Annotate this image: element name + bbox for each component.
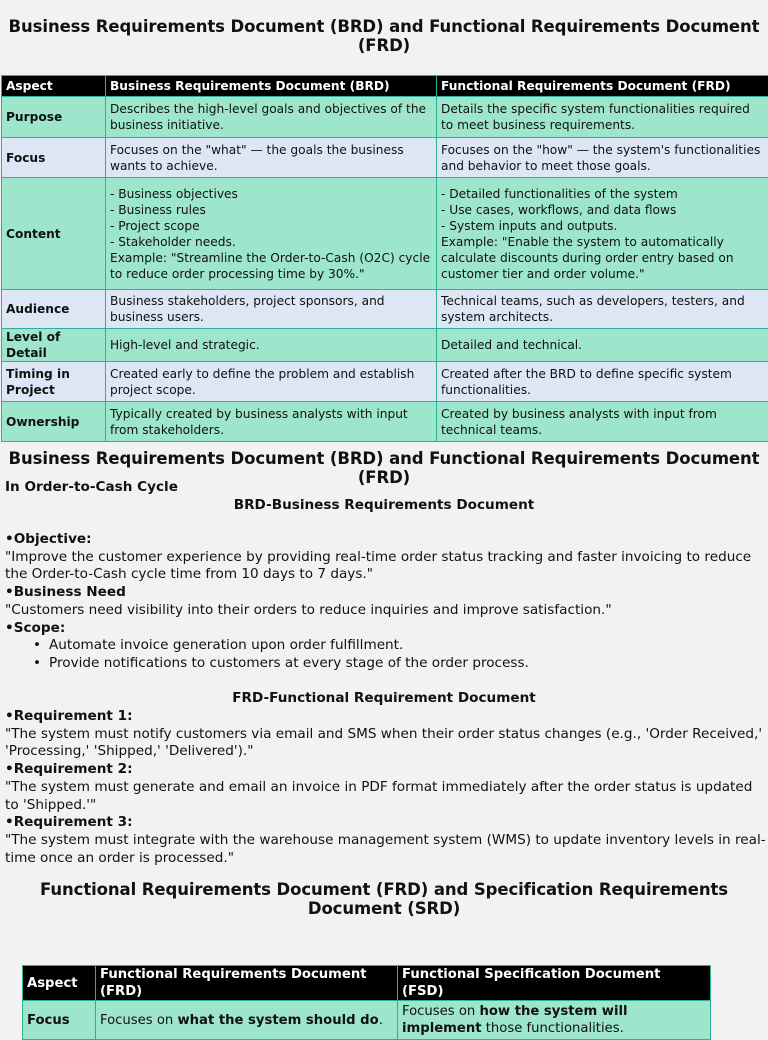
aspect-cell: Focus — [2, 138, 106, 178]
table-header-row — [2, 76, 768, 97]
aspect-cell: Timing in Project — [2, 362, 106, 402]
brd-cell: Focuses on the "what" — the goals the business wants to achieve. — [106, 138, 437, 178]
fsd-emphasis: how the system will implement — [402, 1004, 628, 1036]
brd-cell: High-level and strategic. — [106, 329, 437, 362]
frd-cell: Focuses on the "how" — the system's functionalities and behavior to meet those goals. — [437, 138, 768, 178]
aspect-cell: Ownership — [2, 402, 106, 442]
brd-cell: Created early to define the problem and establish project scope. — [106, 362, 437, 402]
frd-cell: - Detailed functionalities of the system - Use cases, workflows, and data flows - System inputs and outputs. Example: "Enable the system to automatically calculate discounts during order entry based on customer tier and order volume." — [437, 178, 768, 290]
brd-frd-comparison-table — [1, 75, 768, 442]
scope-list — [5, 637, 767, 672]
title-brd-frd: Business Requirements Document (BRD) and Functional Requirements Document (FRD) — [0, 17, 768, 55]
scope-item: • Automate invoice generation upon order fulfillment. — [5, 637, 767, 655]
frd-cell — [96, 1001, 398, 1040]
title-brd-frd-o2c: Business Requirements Document (BRD) and Functional Requirements Document (FRD) — [0, 449, 768, 487]
requirement-2-label: •Requirement 2: — [5, 761, 767, 779]
fsd-suffix: those functionalities. — [482, 1021, 624, 1036]
aspect-cell: Purpose — [2, 97, 106, 138]
table-header-row — [23, 966, 711, 1001]
aspect-cell: Audience — [2, 290, 106, 329]
frd-cell: Details the specific system functionalities required to meet business requirements. — [437, 97, 768, 138]
brd-heading: BRD-Business Requirements Document — [0, 497, 768, 515]
brd-cell: Typically created by business analysts with input from stakeholders. — [106, 402, 437, 442]
frd-fsd-comparison-table — [22, 965, 711, 1040]
brd-cell: - Business objectives - Business rules - Project scope - Stakeholder needs. Example: "Streamline the Order-to-Cash (O2C) cycle to reduce order processing time by 30%." — [106, 178, 437, 290]
brd-section — [5, 531, 767, 673]
requirement-1-label: •Requirement 1: — [5, 708, 767, 726]
brd-cell: Business stakeholders, project sponsors, and business users. — [106, 290, 437, 329]
table-row — [2, 329, 768, 362]
frd-cell: Created after the BRD to define specific system functionalities. — [437, 362, 768, 402]
frd-section — [5, 708, 767, 867]
title-frd-srd: Functional Requirements Document (FRD) and Specification Requirements Document (SRD) — [0, 880, 768, 918]
header-aspect: Aspect — [2, 76, 106, 97]
business-need-text: "Customers need visibility into their orders to reduce inquiries and improve satisfaction." — [5, 602, 767, 620]
table-row — [2, 178, 768, 290]
business-need-label: •Business Need — [5, 584, 767, 602]
requirement-1-text: "The system must notify customers via email and SMS when their order status changes (e.g., 'Order Received,' 'Processing,' 'Shipped,' 'Delivered')." — [5, 726, 767, 761]
aspect-cell: Content — [2, 178, 106, 290]
requirement-3-label: •Requirement 3: — [5, 814, 767, 832]
header-frd: Functional Requirements Document (FRD) — [437, 76, 768, 97]
table-row — [2, 402, 768, 442]
header-aspect: Aspect — [23, 966, 96, 1001]
table-row — [23, 1001, 711, 1040]
o2c-label: In Order-to-Cash Cycle — [5, 479, 178, 497]
scope-label: •Scope: — [5, 620, 767, 638]
frd-prefix: Focuses on — [100, 1013, 177, 1028]
frd-heading: FRD-Functional Requirement Document — [0, 690, 768, 708]
objective-text: "Improve the customer experience by providing real-time order status tracking and faster invoicing to reduce the Order-to-Cash cycle time from 10 days to 7 days." — [5, 549, 767, 584]
table-row — [2, 138, 768, 178]
header-fsd: Functional Specification Document (FSD) — [398, 966, 711, 1001]
scope-item: • Provide notifications to customers at every stage of the order process. — [5, 655, 767, 673]
header-frd: Functional Requirements Document (FRD) — [96, 966, 398, 1001]
requirement-3-text: "The system must integrate with the warehouse management system (WMS) to update inventory levels in real-time once an order is processed." — [5, 832, 767, 867]
header-brd: Business Requirements Document (BRD) — [106, 76, 437, 97]
frd-cell: Created by business analysts with input from technical teams. — [437, 402, 768, 442]
table-row — [2, 97, 768, 138]
table-row — [2, 362, 768, 402]
fsd-cell — [398, 1001, 711, 1040]
aspect-cell: Level of Detail — [2, 329, 106, 362]
frd-cell: Detailed and technical. — [437, 329, 768, 362]
fsd-prefix: Focuses on — [402, 1004, 479, 1019]
frd-emphasis: what the system should do — [177, 1013, 378, 1028]
requirement-2-text: "The system must generate and email an invoice in PDF format immediately after the order status is updated to 'Shipped.'" — [5, 779, 767, 814]
objective-label: •Objective: — [5, 531, 767, 549]
frd-cell: Technical teams, such as developers, testers, and system architects. — [437, 290, 768, 329]
brd-cell: Describes the high-level goals and objectives of the business initiative. — [106, 97, 437, 138]
frd-suffix: . — [379, 1013, 383, 1028]
table-row — [2, 290, 768, 329]
aspect-cell: Focus — [23, 1001, 96, 1040]
